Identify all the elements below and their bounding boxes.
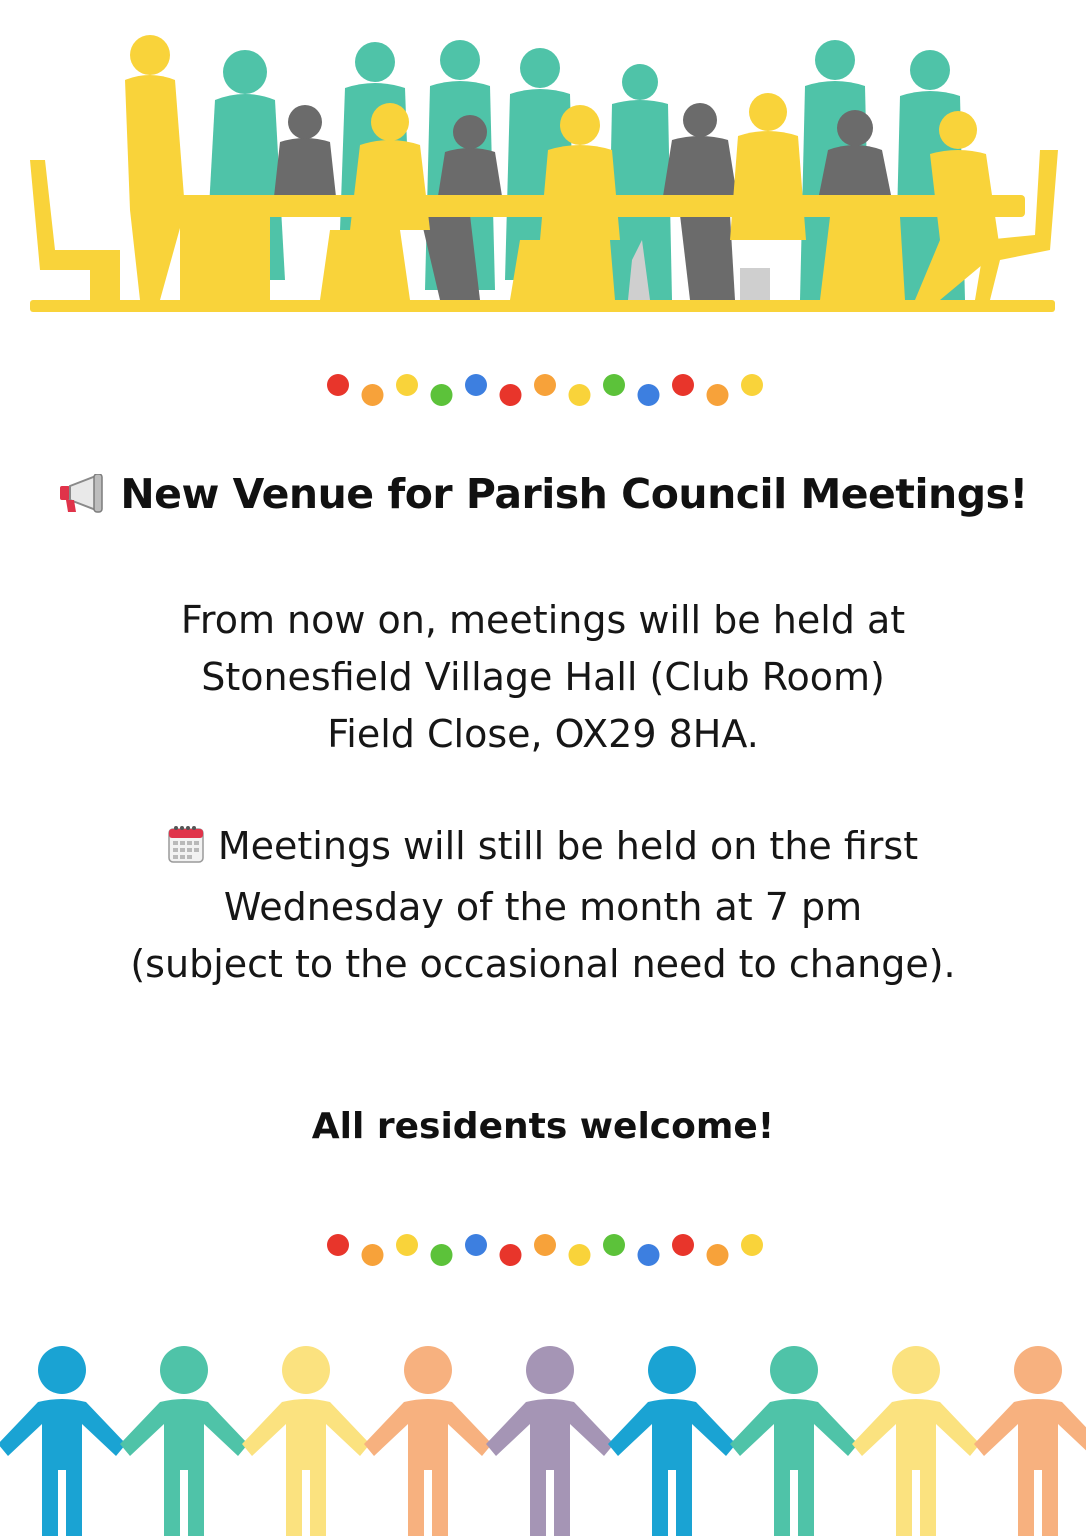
decorative-dot [569,384,591,406]
chain-person [0,1346,126,1536]
decorative-dot [603,374,625,396]
venue-line-2: Stonesfield Village Hall (Club Room) [201,655,885,699]
chain-person [852,1346,980,1536]
decorative-dot [465,1234,487,1256]
calendar-icon [168,822,204,879]
decorative-dot [396,1234,418,1256]
decorative-dot [362,384,384,406]
chain-person [608,1346,736,1536]
chain-person [730,1346,858,1536]
holding-hands-people-chain [0,1340,1086,1536]
heading-text: New Venue for Parish Council Meetings! [120,470,1028,518]
decorative-dot [431,1244,453,1266]
decorative-dot [396,374,418,396]
decorative-dot [500,1244,522,1266]
decorative-dot [465,374,487,396]
decorative-dot [672,374,694,396]
schedule-line-2: Wednesday of the month at 7 pm [223,885,863,929]
chain-person [242,1346,370,1536]
venue-line-1: From now on, meetings will be held at [180,598,906,642]
megaphone-icon [58,474,108,524]
venue-line-3: Field Close, OX29 8HA. [327,712,759,756]
decorative-dot [534,1234,556,1256]
decorative-dot [638,1244,660,1266]
schedule-line-3: (subject to the occasional need to change). [130,942,956,986]
schedule-line-1: Meetings will still be held on the first [0,818,1086,879]
decorative-dot [741,1234,763,1256]
decorative-dot [707,384,729,406]
announcement-heading [0,470,1086,524]
decorative-dot [741,374,763,396]
chain-person [486,1346,614,1536]
decorative-dot [500,384,522,406]
schedule-details [0,818,1086,993]
meeting-silhouettes-illustration [0,0,1086,330]
decorative-dot [431,384,453,406]
confetti-dots-top [0,365,1086,415]
decorative-dot [534,374,556,396]
decorative-dot [672,1234,694,1256]
chain-person [364,1346,492,1536]
decorative-dot [707,1244,729,1266]
venue-details [0,592,1086,763]
decorative-dot [327,374,349,396]
chain-person [974,1346,1086,1536]
welcome-message: All residents welcome! [311,1106,775,1147]
confetti-dots-bottom [0,1225,1086,1275]
decorative-dot [569,1244,591,1266]
decorative-dot [362,1244,384,1266]
chain-person [120,1346,248,1536]
decorative-dot [638,384,660,406]
decorative-dot [603,1234,625,1256]
decorative-dot [327,1234,349,1256]
